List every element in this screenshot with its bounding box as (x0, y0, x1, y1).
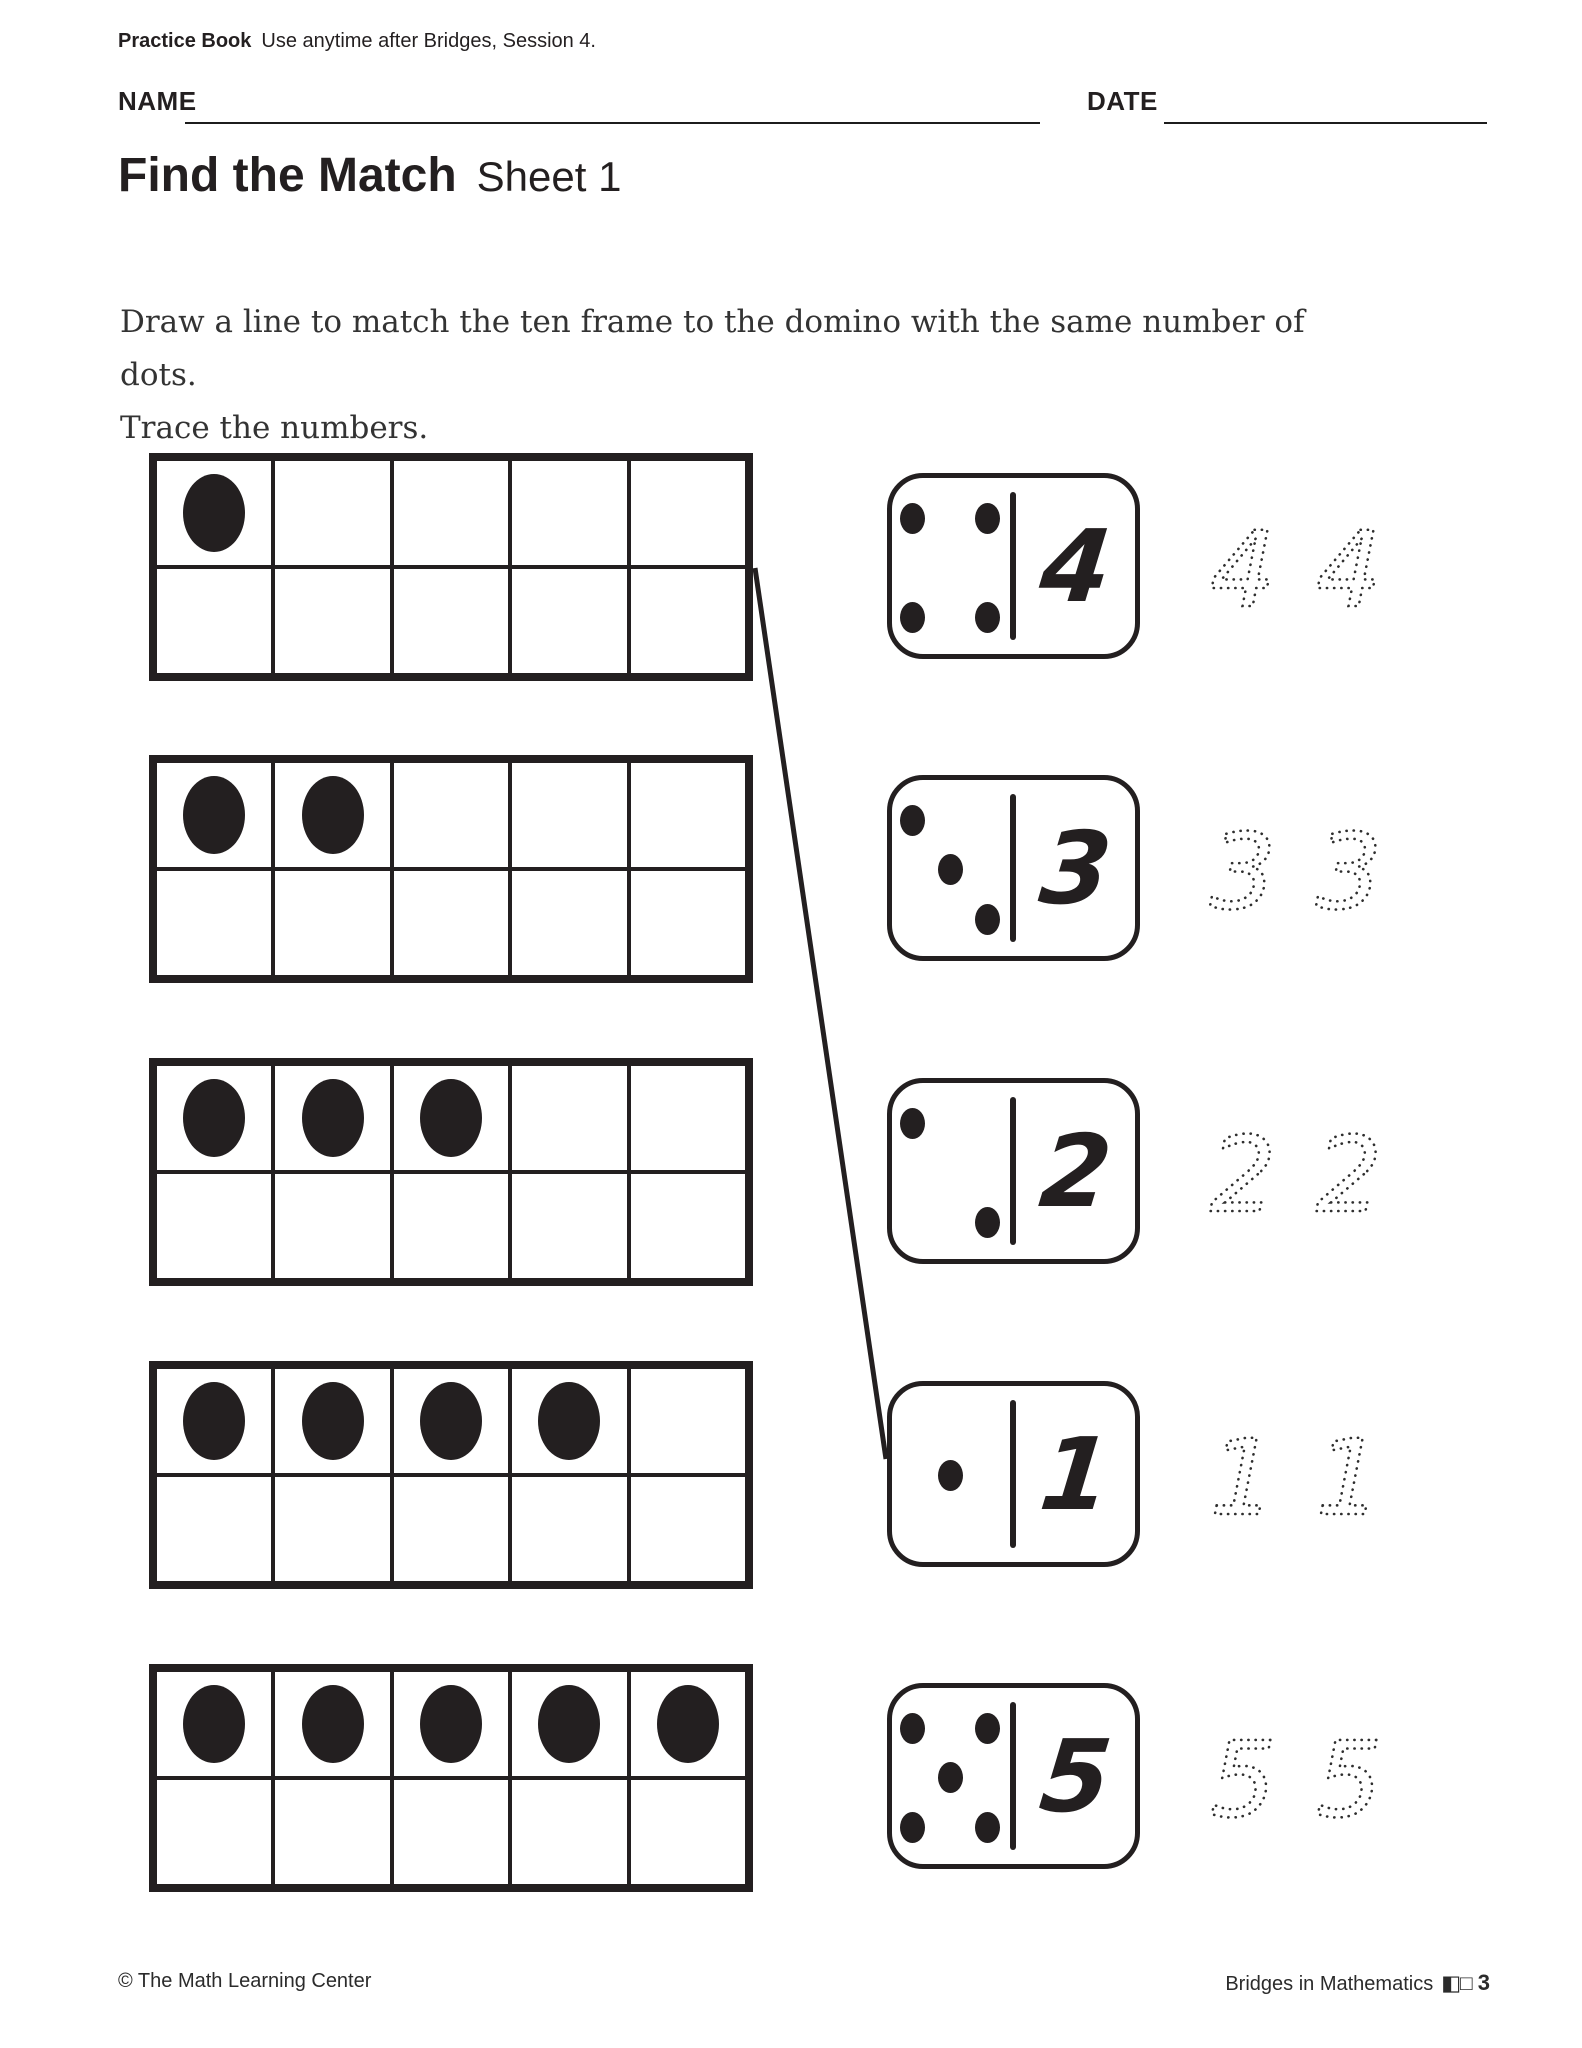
footer-series-name: Bridges in Mathematics (1225, 1973, 1434, 1995)
domino-number-glyph: 2 (1034, 1112, 1117, 1230)
ten-frame-cell (155, 1064, 273, 1172)
footer-copyright: © The Math Learning Center (118, 1970, 372, 1992)
domino-number (1016, 1083, 1135, 1259)
domino-dot (975, 1207, 1000, 1238)
instructions-line-1: Draw a line to match the ten frame to the domino with the same number of dots. (120, 304, 1305, 393)
ten-frame-cell (155, 1670, 273, 1778)
domino-number (1016, 780, 1135, 956)
ten-frame-dot (420, 1382, 482, 1460)
practice-book-label: Practice Book (118, 30, 252, 52)
domino-face (892, 478, 1135, 654)
ten-frame-cell (629, 459, 747, 567)
domino-dot (900, 602, 925, 633)
ten-frame-cell (155, 1367, 273, 1475)
footer-page-number: 3 (1477, 1970, 1490, 1995)
ten-frame-cell (629, 1670, 747, 1778)
ten-frame-cell (392, 869, 510, 977)
ten-frame-dot (302, 1079, 364, 1157)
ten-frame-dot (302, 1685, 364, 1763)
domino-dot (900, 503, 925, 534)
svg-text:3: 3 (1209, 811, 1277, 933)
ten-frame-cell (629, 1475, 747, 1583)
trace-numeral-4-1 (1188, 494, 1298, 634)
domino-number-glyph: 3 (1034, 809, 1117, 927)
svg-text:2: 2 (1315, 1114, 1383, 1236)
domino-dot (900, 805, 925, 836)
ten-frame-cell (273, 1778, 391, 1886)
domino-4 (887, 473, 1140, 659)
trace-numeral-3-1 (1188, 796, 1298, 936)
ten-frame-cell (273, 869, 391, 977)
ten-frame-5 (149, 1664, 753, 1892)
ten-frame-cell (510, 761, 628, 869)
ten-frame-cell (510, 1778, 628, 1886)
domino-3 (887, 775, 1140, 961)
ten-frame-cell (629, 869, 747, 977)
domino-dot (938, 1460, 963, 1491)
ten-frame-cell (629, 1172, 747, 1280)
domino-2 (887, 1078, 1140, 1264)
ten-frame-dot (183, 1685, 245, 1763)
ten-frame-cell (155, 567, 273, 675)
trace-numeral-5-2 (1294, 1704, 1404, 1844)
ten-frame-cell (392, 761, 510, 869)
ten-frame-cell (155, 1172, 273, 1280)
ten-frame-cell (392, 1670, 510, 1778)
page-title (118, 148, 621, 203)
trace-numeral-2-2 (1294, 1099, 1404, 1239)
ten-frame-cell (629, 1778, 747, 1886)
ten-frame-cell (510, 567, 628, 675)
svg-text:1: 1 (1209, 1417, 1277, 1539)
ten-frame-cell (155, 459, 273, 567)
ten-frame-3 (149, 1058, 753, 1286)
ten-frame-cell (510, 1172, 628, 1280)
ten-frame-dot (420, 1685, 482, 1763)
ten-frame-cell (155, 1475, 273, 1583)
ten-frame-cell (273, 1172, 391, 1280)
title-main: Find the Match (118, 149, 457, 202)
domino-dot (938, 1762, 963, 1793)
ten-frame-cell (273, 1367, 391, 1475)
ten-frame-cell (273, 1475, 391, 1583)
instructions (120, 296, 1380, 455)
ten-frame-cell (155, 1778, 273, 1886)
domino-face (892, 1083, 1135, 1259)
ten-frame-cell (510, 1670, 628, 1778)
name-line (185, 122, 1040, 124)
ten-frame-cell (392, 1475, 510, 1583)
domino-dot (938, 854, 963, 885)
trace-numeral-4-2 (1294, 494, 1404, 634)
domino-number (1016, 1688, 1135, 1864)
domino-dot (975, 503, 1000, 534)
ten-frame-cell (392, 1367, 510, 1475)
ten-frame-cell (273, 459, 391, 567)
ten-frame-cell (510, 1475, 628, 1583)
title-sub: Sheet 1 (476, 153, 622, 200)
ten-frame-cell (155, 869, 273, 977)
ten-frame-dot (420, 1079, 482, 1157)
trace-numeral-2-1 (1188, 1099, 1298, 1239)
ten-frame-cell (392, 567, 510, 675)
trace-numeral-1-2 (1294, 1402, 1404, 1542)
ten-frame-cell (392, 1064, 510, 1172)
instructions-line-2: Trace the numbers. (120, 410, 429, 446)
ten-frame-dot (657, 1685, 719, 1763)
ten-frame-cell (273, 1064, 391, 1172)
domino-dot (975, 602, 1000, 633)
ten-frame-cell (392, 1172, 510, 1280)
domino-dot (900, 1713, 925, 1744)
footer-series (1225, 1970, 1490, 1996)
ten-frame-dot (538, 1382, 600, 1460)
domino-dot (900, 1108, 925, 1139)
trace-numeral-1-1 (1188, 1402, 1298, 1542)
ten-frame-cell (629, 761, 747, 869)
ten-frame-dot (302, 1382, 364, 1460)
svg-text:2: 2 (1209, 1114, 1277, 1236)
ten-frame-cell (273, 1670, 391, 1778)
ten-frame-dot (183, 776, 245, 854)
ten-frame-dot (302, 776, 364, 854)
ten-frame-cell (392, 459, 510, 567)
domino-dot (975, 1713, 1000, 1744)
domino-face (892, 1386, 1135, 1562)
trace-numeral-5-1 (1188, 1704, 1298, 1844)
domino-face (892, 780, 1135, 956)
ten-frame-cell (155, 761, 273, 869)
ten-frame-1 (149, 453, 753, 681)
svg-text:4: 4 (1209, 509, 1277, 631)
domino-number-glyph: 5 (1034, 1717, 1117, 1835)
ten-frame-cell (273, 567, 391, 675)
match-line (755, 568, 886, 1459)
ten-frame-dot (538, 1685, 600, 1763)
ten-frame-cell (629, 1367, 747, 1475)
ten-frame-cell (510, 459, 628, 567)
svg-text:5: 5 (1209, 1719, 1277, 1841)
ten-frame-dot (183, 474, 245, 552)
svg-text:1: 1 (1315, 1417, 1383, 1539)
domino-number-glyph: 1 (1034, 1415, 1117, 1533)
svg-text:5: 5 (1315, 1719, 1383, 1841)
ten-frame-cell (629, 1064, 747, 1172)
domino-1 (887, 1381, 1140, 1567)
svg-text:4: 4 (1315, 509, 1383, 631)
domino-dot (900, 1812, 925, 1843)
ten-frame-cell (273, 761, 391, 869)
ten-frame-dot (183, 1079, 245, 1157)
svg-text:3: 3 (1315, 811, 1383, 933)
domino-number (1016, 1386, 1135, 1562)
domino-number (1016, 478, 1135, 654)
ten-frame-2 (149, 755, 753, 983)
domino-face (892, 1688, 1135, 1864)
date-line (1164, 122, 1487, 124)
date-label: DATE (1087, 86, 1158, 116)
ten-frame-cell (629, 567, 747, 675)
domino-dot (975, 1812, 1000, 1843)
domino-5 (887, 1683, 1140, 1869)
domino-dot (975, 904, 1000, 935)
trace-numeral-3-2 (1294, 796, 1404, 936)
ten-frame-cell (510, 1064, 628, 1172)
series-logo-icon: ◧□ (1441, 1972, 1472, 1995)
ten-frame-cell (392, 1778, 510, 1886)
ten-frame-cell (510, 1367, 628, 1475)
header-row (118, 30, 596, 53)
name-label: NAME (118, 86, 197, 116)
ten-frame-4 (149, 1361, 753, 1589)
practice-book-note: Use anytime after Bridges, Session 4. (261, 30, 596, 52)
ten-frame-cell (510, 869, 628, 977)
domino-number-glyph: 4 (1034, 507, 1117, 625)
ten-frame-dot (183, 1382, 245, 1460)
